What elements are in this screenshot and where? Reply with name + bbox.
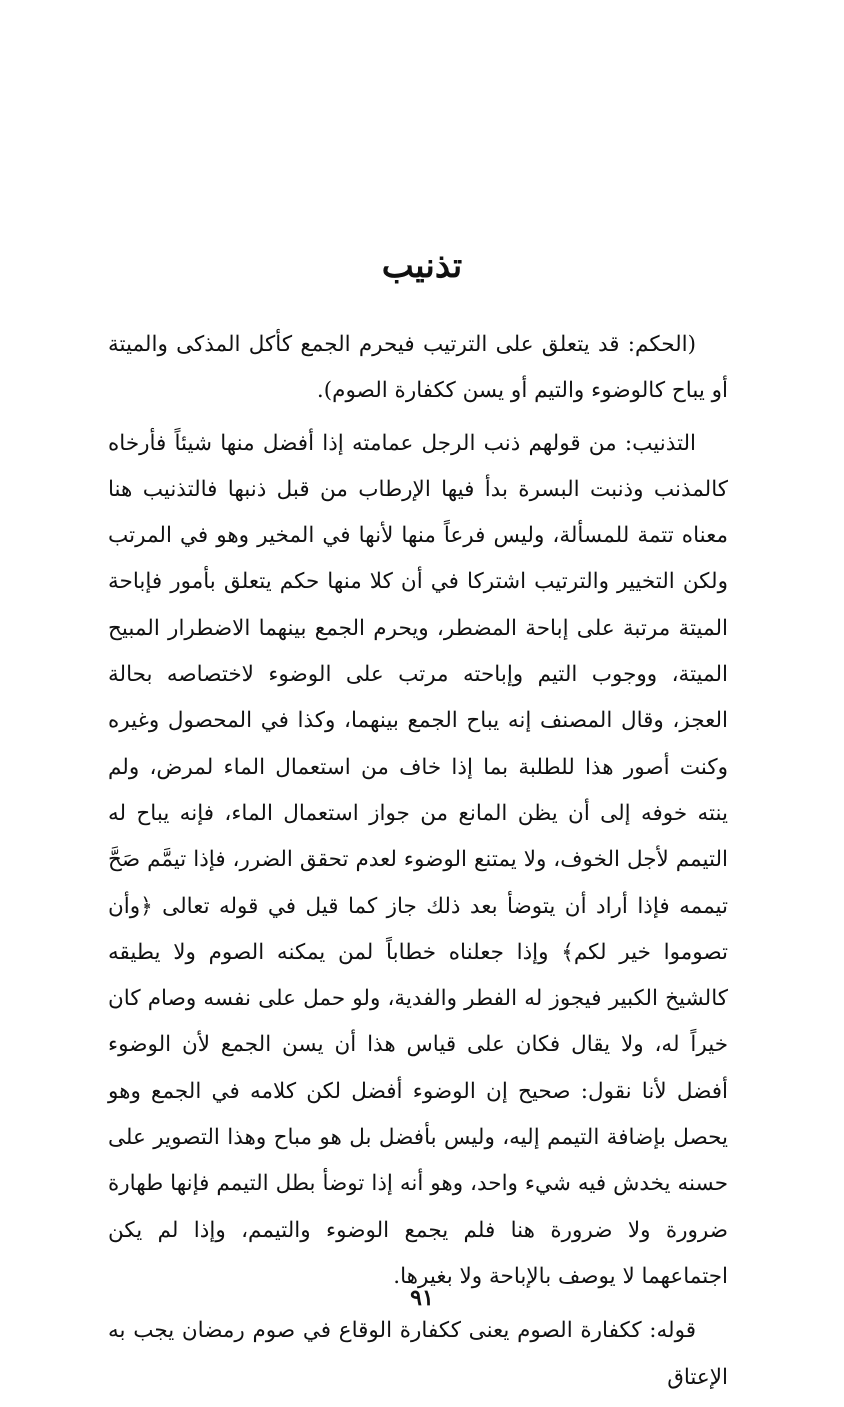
commentary-paragraph: التذنيب: من قولهم ذنب الرجل عمامته إذا أفضل منها شيئاً فأرخاه كالمذنب وذنبت البسرة بدأ فيها الإرطاب من قبل ذنبها فالتذنيب هنا معناه تتمة للمسألة، وليس فرعاً منها لأنها في المخير وهو في المرتب ولكن التخيير والترتيب اشتركا في أن كلا منها حكم يتعلق بأمور فإباحة الميتة مرتبة على إباحة المضطر، ويحرم الجمع بينهما الاضطرار المبيح الميتة، ووجوب التيم وإباحته مرتب على الوضوء لاختصاصه بحالة العجز، وقال المصنف إنه يباح الجمع بينهما، وكذا في المحصول وغيره وكنت أصور هذا للطلبة بما إذا خاف من استعمال الماء لمرض، ولم ينته خوفه إلى أن يظن المانع من جواز استعمال الماء، فإنه يباح له التيمم لأجل الخوف، ولا يمتنع الوضوء لعدم تحقق الضرر، فإذا تيمَّم صَحَّ تيممه فإذا أراد أن يتوضأ بعد ذلك جاز كما قيل في قوله تعالى ﴿وأن تصوموا خير لكم﴾ وإذا جعلناه خطاباً لمن يمكنه الصوم ولا يطيقه كالشيخ الكبير فيجوز له الفطر والفدية، ولو حمل على نفسه وصام كان خيراً له، ولا يقال فكان على قياس هذا أن يسن الجمع لأن الوضوء أفضل لأنا نقول: صحيح إن الوضوء أفضل لكن كلامه في الجمع وهو يحصل بإضافة التيمم إليه، وليس بأفضل بل هو مباح وهذا التصوير على حسنه يخدش فيه شيء واحد، وهو أنه إذا توضأ بطل التيمم فإنها طهارة ضرورة ولا ضرورة هنا فلم يجمع الوضوء والتيمم، وإذا لم يكن اجتماعهما لا يوصف بالإباحة ولا بغيرها. bbox=[108, 430, 728, 1289]
body-text bbox=[108, 322, 728, 1407]
page-number: ٩١ bbox=[410, 1285, 434, 1311]
section-title: تذنيب bbox=[381, 246, 463, 286]
rule-paragraph: (الحكم: قد يتعلق على الترتيب فيحرم الجمع كأكل المذكى والميتة أو يباح كالوضوء والتيم أو يسن ككفارة الصوم). bbox=[108, 332, 728, 404]
quote-paragraph: قوله: ككفارة الصوم يعنى ككفارة الوقاع في صوم رمضان يجب به الإعتاق bbox=[108, 1318, 728, 1390]
